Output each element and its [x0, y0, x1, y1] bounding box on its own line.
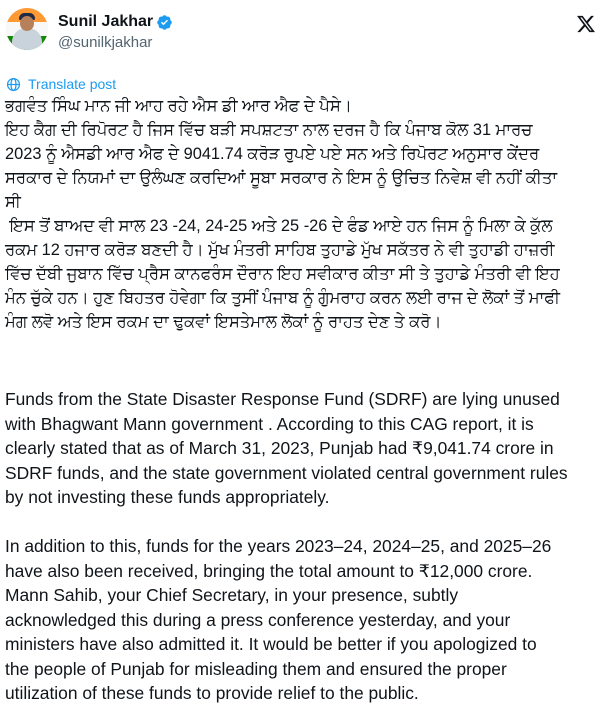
post-text-english [5, 387, 600, 706]
author-handle[interactable]: @sunilkjakhar [58, 34, 153, 51]
english-line: clearly stated that as of March 31, 2023, Punjab had ₹9,041.74 crore in [5, 438, 554, 458]
punjabi-line: ਭਗਵੰਤ ਸਿੰਘ ਮਾਨ ਜੀ ਆਹ ਰਹੇ ਐਸ ਡੀ ਆਰ ਐਫ ਦੇ ਪੈਸੇ। [5, 97, 352, 115]
punjabi-line: ਰਕਮ 12 ਹਜਾਰ ਕਰੋੜ ਬਣਦੀ ਹੈ। ਮੁੱਖ ਮੰਤਰੀ ਸਾਹਿਬ ਤੁਹਾਡੇ ਮੁੱਖ ਸਕੱਤਰ ਨੇ ਵੀ ਤੁਹਾਡੀ ਹਾਜ਼ਰੀ [5, 241, 555, 259]
author-display-name[interactable]: Sunil Jakhar [58, 13, 154, 30]
punjabi-line: ਇਸ ਤੋਂ ਬਾਅਦ ਵੀ ਸਾਲ 23 -24, 24-25 ਅਤੇ 25 -26 ਦੇ ਫੰਡ ਆਏ ਹਨ ਜਿਸ ਨੂੰ ਮਿਲਾ ਕੇ ਕੁੱਲ [5, 217, 553, 235]
post-header [6, 8, 173, 51]
english-line: SDRF funds, and the state government violated central government rules [5, 462, 568, 483]
english-line: by not investing these funds appropriately. [5, 487, 330, 507]
punjabi-line: ਇਹ ਕੈਗ ਦੀ ਰਿਪੋਰਟ ਹੈ ਜਿਸ ਵਿੱਚ ਬੜੀ ਸਪਸ਼ਟਤਾ ਨਾਲ ਦਰਜ ਹੈ ਕਿ ਪੰਜਾਬ ਕੋਲ 31 ਮਾਰਚ [5, 121, 533, 139]
author-names [58, 12, 173, 51]
english-line: ministers have also admitted it. It would be better if you apologized to [5, 634, 537, 654]
english-line: Mann Sahib, your Chief Secretary, in your presence, subtly [5, 585, 459, 605]
punjabi-line: ਮੰਨ ਚੁੱਕੇ ਹਨ। ਹੁਣ ਬਿਹਤਰ ਹੋਵੇਗਾ ਕਿ ਤੁਸੀਂ ਪੰਜਾਬ ਨੂੰ ਗੁੰਮਰਾਹ ਕਰਨ ਲਈ ਰਾਜ ਦੇ ਲੋਕਾਂ ਤੋਂ ਮਾਫੀ [5, 289, 560, 307]
punjabi-line: ਸਰਕਾਰ ਦੇ ਨਿਯਮਾਂ ਦਾ ਉਲੰਘਣ ਕਰਦਿਆਂ ਸੂਬਾ ਸਰਕਾਰ ਨੇ ਇਸ ਨੂੰ ਉਚਿਤ ਨਿਵੇਸ਼ ਵੀ ਨਹੀਂ ਕੀਤਾ [5, 169, 558, 187]
translate-post-label: Translate post [28, 76, 117, 92]
english-line: acknowledged this during a press conference yesterday, and your [5, 609, 511, 630]
avatar[interactable] [6, 8, 48, 50]
english-line: with Bhagwant Mann government . According to this CAG report, it is [5, 413, 534, 434]
post-text-punjabi [5, 94, 600, 334]
globe-icon [6, 77, 21, 92]
english-line: the people of Punjab for misleading them and ensured the proper [5, 658, 507, 679]
punjabi-line: ਮੰਗ ਲਵੋ ਅਤੇ ਇਸ ਰਕਮ ਦਾ ਢੁਕਵਾਂ ਇਸਤੇਮਾਲ ਲੋਕਾਂ ਨੂੰ ਰਾਹਤ ਦੇਣ ਤੇ ਕਰੋ। [5, 313, 442, 331]
english-line: utilization of these funds to provide relief to the public. [5, 683, 419, 703]
verified-badge-icon [156, 14, 173, 31]
x-logo-icon[interactable] [576, 14, 596, 34]
punjabi-line: 2023 ਨੂੰ ਐਸਡੀ ਆਰ ਐਫ ਦੇ 9041.74 ਕਰੋੜ ਰੁਪਏ ਪਏ ਸਨ ਅਤੇ ਰਿਪੋਰਟ ਅਨੁਸਾਰ ਕੇਂਦਰ [5, 145, 540, 163]
english-line: In addition to this, funds for the years 2023–24, 2024–25, and 2025–26 [5, 536, 552, 556]
author-name-row [58, 12, 173, 32]
paragraph-gap [5, 510, 600, 535]
punjabi-line: ਸੀ [5, 193, 21, 211]
punjabi-line: ਵਿੱਚ ਦੱਬੀ ਜੁਬਾਨ ਵਿੱਚ ਪ੍ਰੈਸ ਕਾਨਫਰੰਸ ਦੌਰਾਨ ਇਹ ਸਵੀਕਾਰ ਕੀਤਾ ਸੀ ਤੇ ਤੁਹਾਡੇ ਮੰਤਰੀ ਵੀ ਇਹ [5, 265, 560, 283]
english-line: have also been received, bringing the total amount to ₹12,000 crore. [5, 560, 533, 581]
translate-post-link[interactable] [6, 75, 116, 93]
avatar-person-shoulders [12, 28, 42, 50]
avatar-person-head [20, 16, 34, 31]
english-line: Funds from the State Disaster Response Fund (SDRF) are lying unused [5, 389, 560, 409]
